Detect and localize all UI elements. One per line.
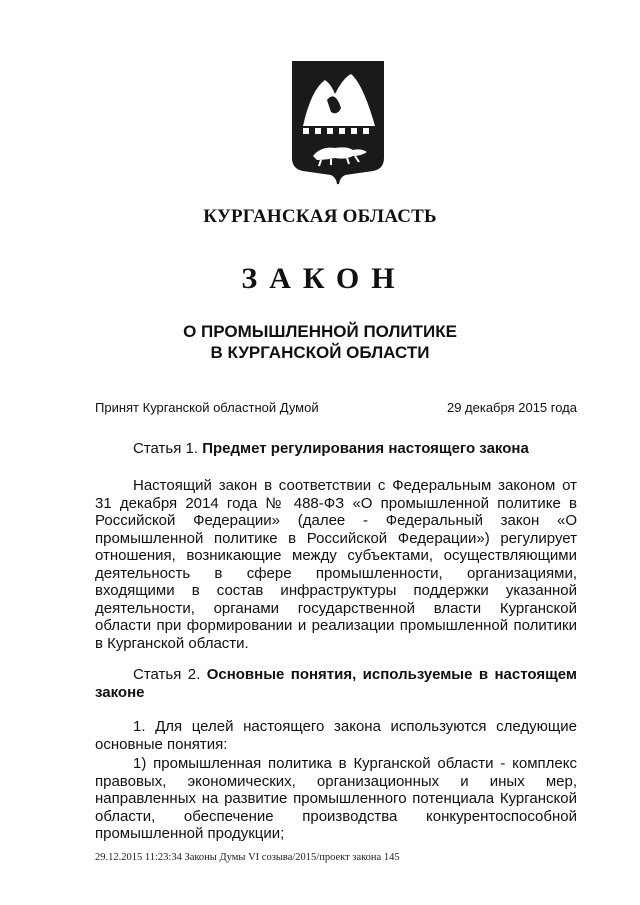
document-type: ЗАКОН xyxy=(241,262,407,295)
article-1-body xyxy=(95,477,577,652)
article-1-prefix: Статья 1. xyxy=(133,440,199,457)
article-2-point-1-text: 1. Для целей настоящего закона используются следующие основные понятия: xyxy=(95,718,577,753)
law-title-line1: О ПРОМЫШЛЕННОЙ ПОЛИТИКЕ xyxy=(183,322,457,341)
region-name: КУРГАНСКАЯ ОБЛАСТЬ xyxy=(203,206,437,227)
law-title xyxy=(0,321,640,363)
document-footer: 29.12.2015 11:23:34 Законы Думы VI созыва/2015/проект закона 145 xyxy=(95,852,400,863)
law-title-line2: В КУРГАНСКОЙ ОБЛАСТИ xyxy=(210,343,430,362)
adoption-date: 29 декабря 2015 года xyxy=(446,400,577,415)
article-2-heading-line1 xyxy=(95,666,577,684)
adoption-info xyxy=(95,400,577,415)
article-2-point-1 xyxy=(95,718,577,753)
article-1-heading xyxy=(133,440,577,458)
article-2-title-part2: законе xyxy=(95,684,145,701)
article-1-title: Предмет регулирования настоящего закона xyxy=(202,440,529,457)
article-2-subpoint-1-text: 1) промышленная политика в Курганской области - комплекс правовых, экономических, организационных и иных мер, направленных на развитие промышленного потенциала Курганской области, обеспечение производства конкурентоспособной промышленной продукции; xyxy=(95,755,577,842)
article-2-title-part1: Основные понятия, используемые в настоящем xyxy=(206,666,577,683)
coat-of-arms-emblem xyxy=(291,60,385,190)
article-2-heading xyxy=(95,666,577,702)
article-2-prefix: Статья 2. xyxy=(133,666,201,683)
article-1-text: Настоящий закон в соответствии с Федеральным законом от 31 декабря 2014 года № 488-ФЗ «О промышленной политике в Российской Федерации» (далее - Федеральный закон «О промышленной политике в Российской Федерации») регулирует отношения, возникающие между субъектами, осуществляющими деятельность в сфере промышленности, организациями, входящими в состав инфраструктуры поддержки указанной деятельности, органами государственной власти Курганской области при формировании и реализации промышленной политики в Курганской области. xyxy=(95,477,577,652)
adopted-by: Принят Курганской областной Думой xyxy=(95,400,319,415)
article-2-subpoint-1 xyxy=(95,755,577,843)
